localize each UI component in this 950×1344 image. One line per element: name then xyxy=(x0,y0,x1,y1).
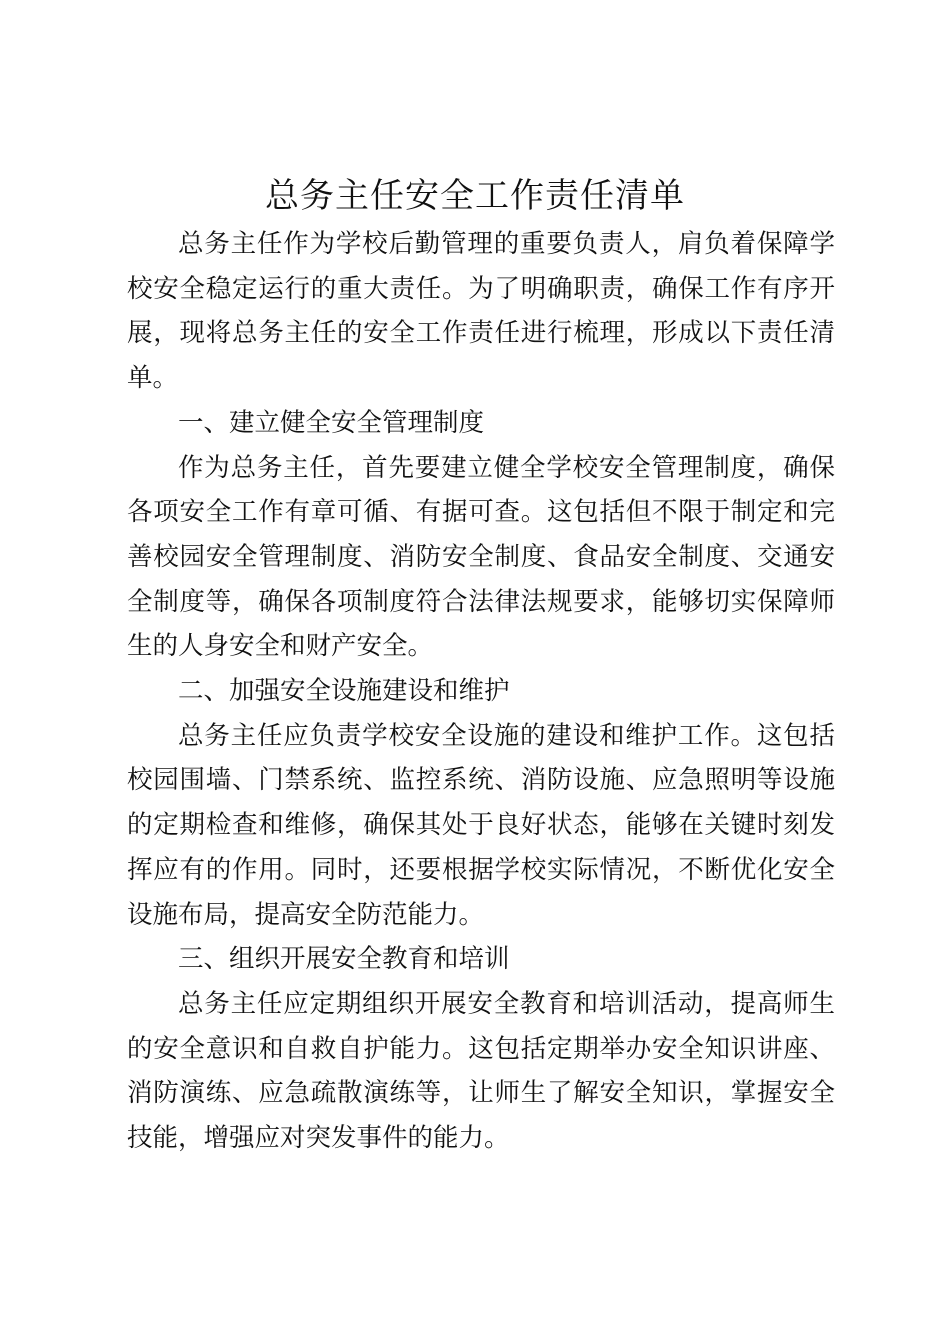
intro-paragraph: 总务主任作为学校后勤管理的重要负责人，肩负着保障学校安全稳定运行的重大责任。为了明确职责，确保工作有序开展，现将总务主任的安全工作责任进行梳理，形成以下责任清单。 xyxy=(127,229,835,394)
document-title: 总务主任安全工作责任清单 xyxy=(265,176,685,216)
section-paragraph-3: 总务主任应定期组织开展安全教育和培训活动，提高师生的安全意识和自救自护能力。这包括定期举办安全知识讲座、消防演练、应急疏散演练等，让师生了解安全知识，掌握安全技能，增强应对突发事件的能力。 xyxy=(127,988,835,1154)
section-paragraph-1: 作为总务主任，首先要建立健全学校安全管理制度，确保各项安全工作有章可循、有据可查。这包括但不限于制定和完善校园安全管理制度、消防安全制度、食品安全制度、交通安全制度等，确保各项制度符合法律法规要求，能够切实保障师生的人身安全和财产安全。 xyxy=(127,452,835,662)
section-paragraph-2: 总务主任应负责学校安全设施的建设和维护工作。这包括校园围墙、门禁系统、监控系统、消防设施、应急照明等设施的定期检查和维修，确保其处于良好状态，能够在关键时刻发挥应有的作用。同时，还要根据学校实际情况，不断优化安全设施布局，提高安全防范能力。 xyxy=(127,720,835,930)
section-heading-3: 三、组织开展安全教育和培训 xyxy=(178,944,510,975)
section-heading-1: 一、建立健全安全管理制度 xyxy=(178,407,485,438)
section-heading-2: 二、加强安全设施建设和维护 xyxy=(178,676,510,707)
document-body xyxy=(127,222,835,1161)
